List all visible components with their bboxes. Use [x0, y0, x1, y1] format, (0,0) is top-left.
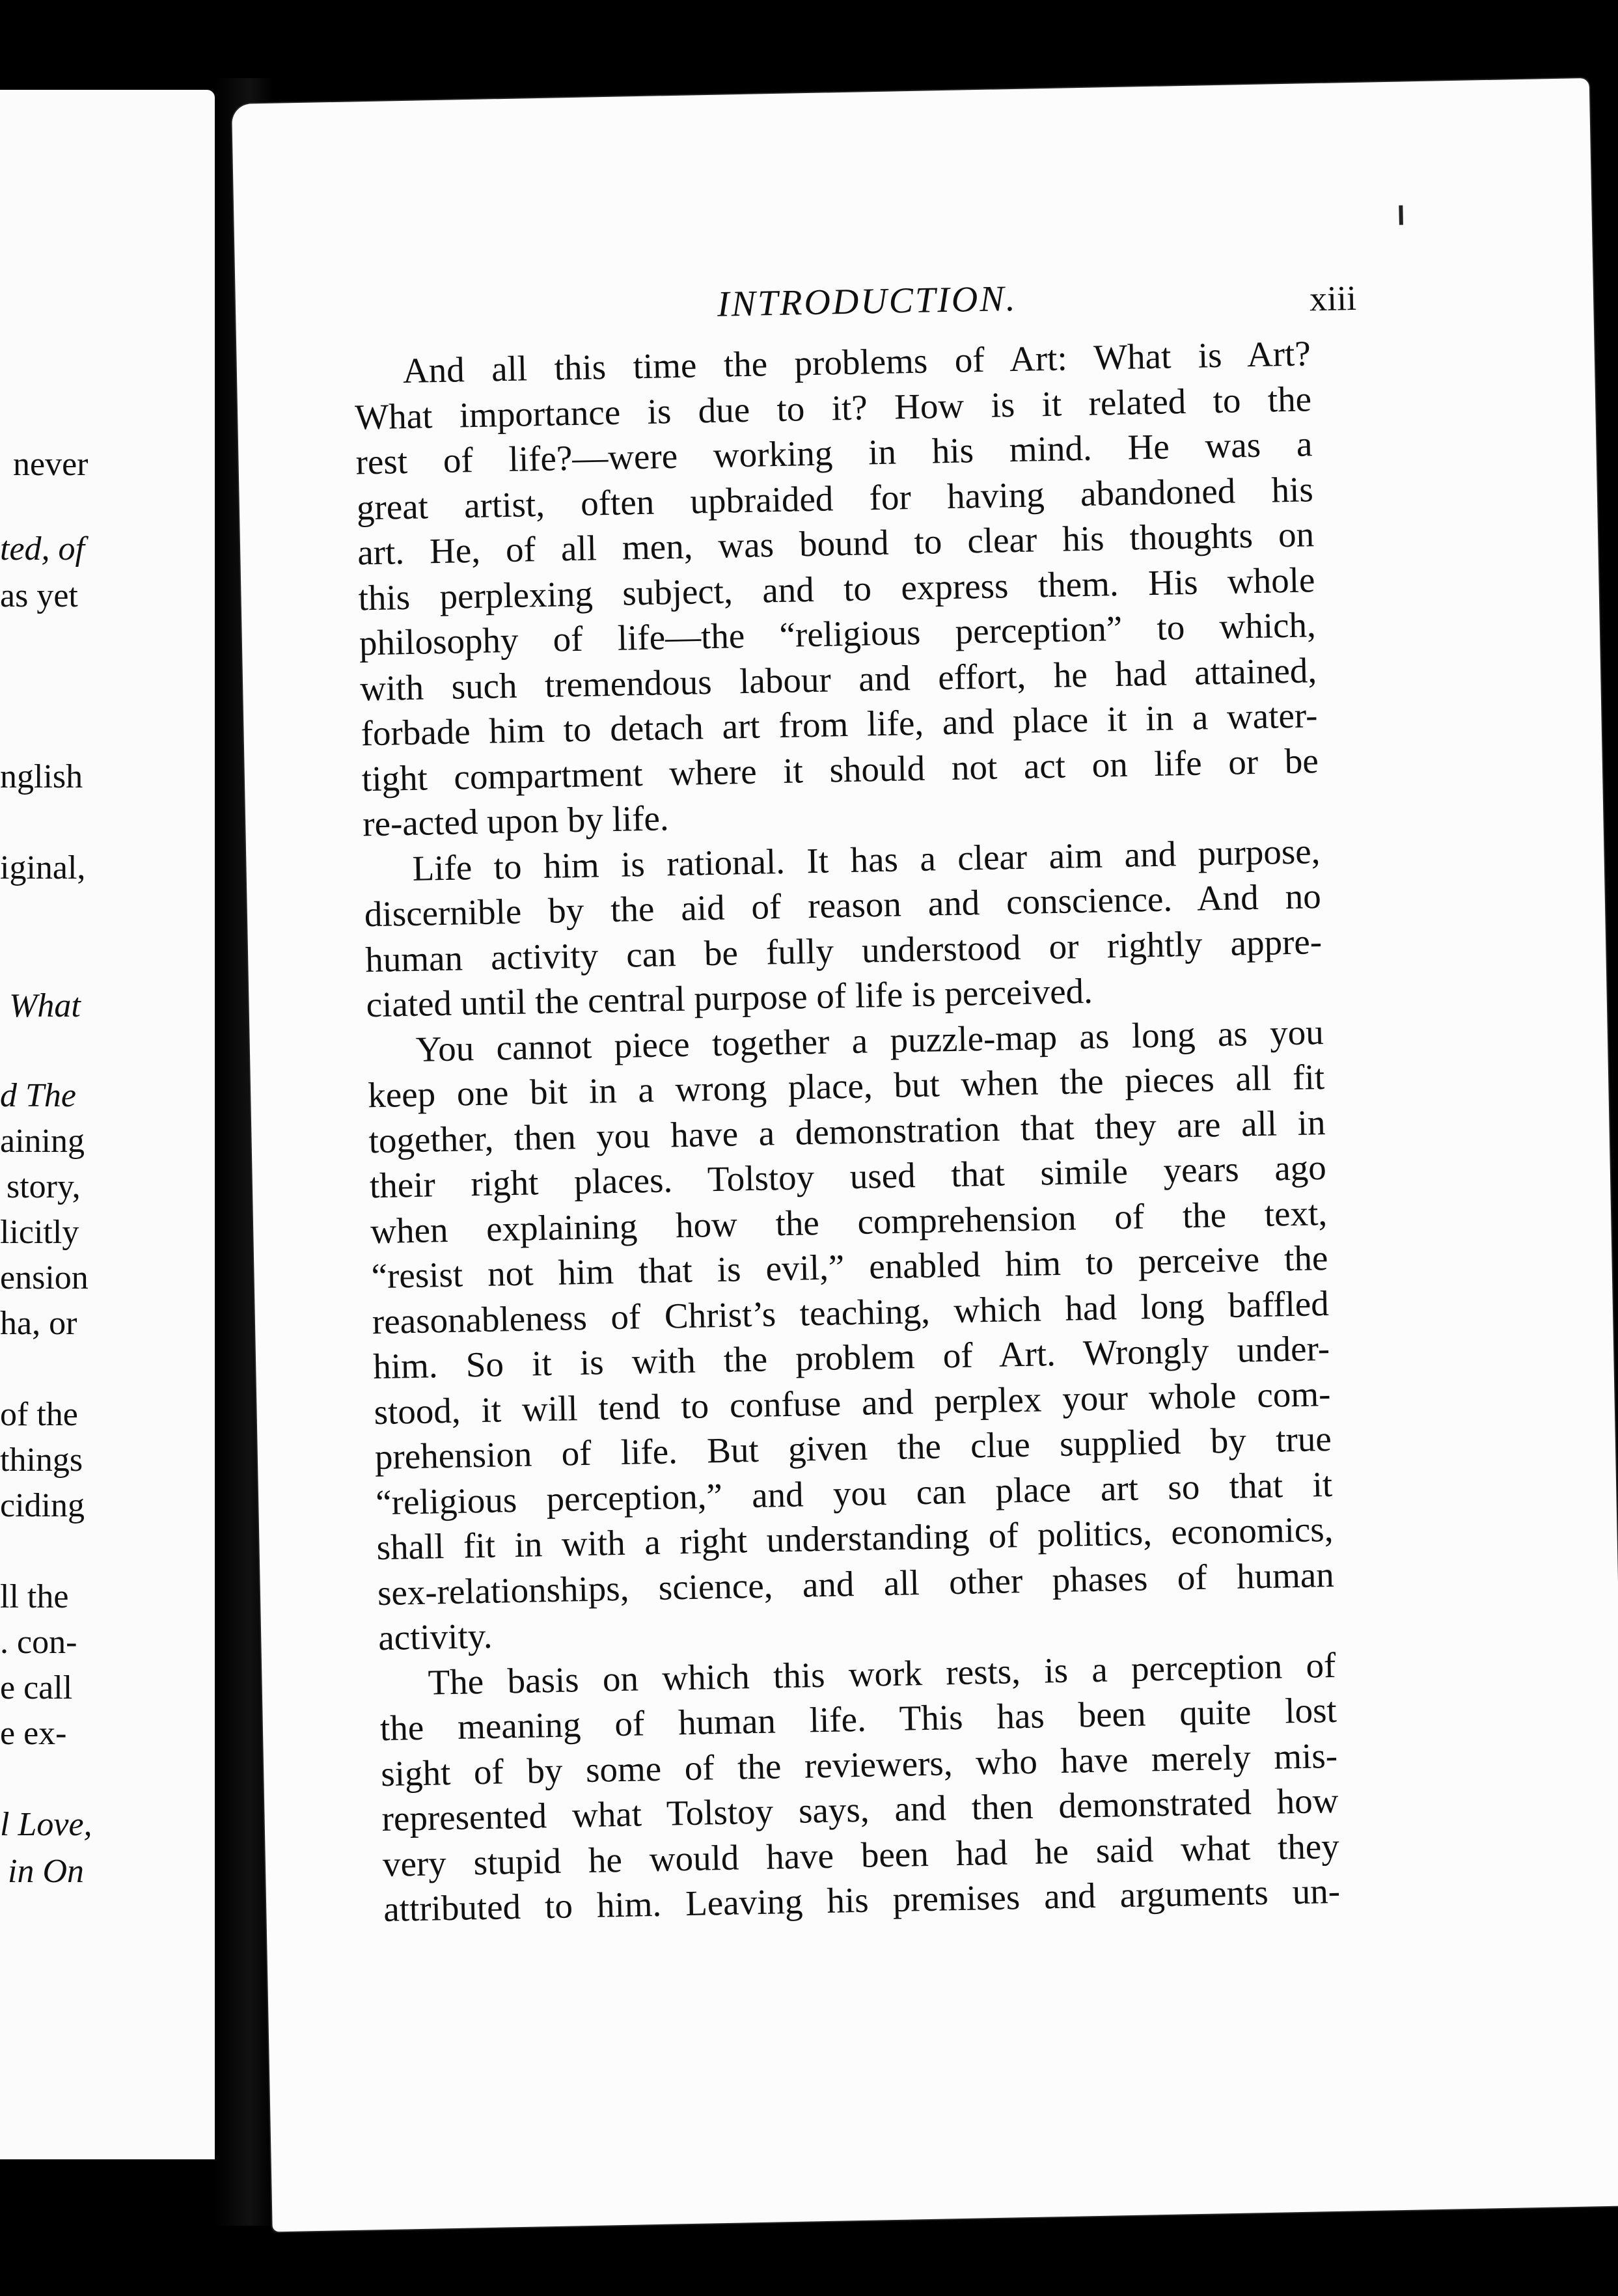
left-page-fragment: things: [0, 1442, 83, 1479]
left-page-fragment: of the: [0, 1396, 78, 1433]
body-text: [353, 331, 1340, 1932]
text-line: “religious perception,” and you can place art so that it: [375, 1464, 1333, 1522]
page-number: xiii: [1309, 278, 1357, 319]
text-line: reasonableness of Christ’s teaching, which had long baffled: [372, 1283, 1330, 1341]
text-line: forbade him to detach art from life, and place it in a water-: [361, 695, 1318, 754]
text-line: rest of life?—were working in his mind. He was a: [355, 424, 1313, 482]
text-line: together, then you have a demonstration that they are all in: [368, 1102, 1326, 1160]
left-page-fragment: ha, or: [0, 1305, 77, 1342]
text-line: prehension of life. But given the clue supplied by true: [374, 1418, 1332, 1477]
text-line: the meaning of human life. This has been quite lost: [379, 1689, 1337, 1749]
page-mark: [1399, 205, 1403, 225]
left-page-fragment: d The: [0, 1077, 76, 1114]
left-page-fragment: nglish: [0, 758, 83, 795]
text-line: with such tremendous labour and effort, he had attained,: [359, 649, 1317, 708]
text-line: when explaining how the comprehension of the text,: [370, 1192, 1328, 1251]
text-line: shall fit in with a right understanding of politics, economics,: [376, 1509, 1334, 1568]
text-line: And all this time the problems of Art: What is Art?: [402, 333, 1311, 391]
text-line: Life to him is rational. It has a clear aim and purpose,: [412, 830, 1321, 888]
text-line: tight compartment where it should not act on life or be: [361, 740, 1319, 799]
text-line: stood, it will tend to confuse and perplex your whole com-: [374, 1373, 1331, 1432]
text-line: great artist, often upbraided for having abandoned his: [356, 469, 1314, 527]
text-line: The basis on which this work rests, is a perception of: [428, 1645, 1336, 1702]
left-page-fragment: ll the: [0, 1578, 69, 1615]
left-page-fragment: iginal,: [0, 849, 86, 886]
text-line: What importance is due to it? How is it related to the: [354, 378, 1312, 437]
left-page-fragment: e call: [0, 1669, 73, 1706]
text-line: keep one bit in a wrong place, but when the pieces all fit: [367, 1057, 1325, 1115]
text-line: philosophy of life—the “religious perception” to which,: [359, 605, 1317, 663]
left-page-fragment: licitly: [0, 1214, 79, 1251]
text-line: him. So it is with the problem of Art. Wrongly under-: [372, 1328, 1330, 1387]
left-page-fragment: What: [9, 987, 81, 1024]
left-page: [0, 90, 215, 2159]
text-line: sight of by some of the reviewers, who have merely mis-: [380, 1735, 1338, 1794]
text-line: “resist not him that is evil,” enabled him to perceive the: [371, 1237, 1328, 1296]
left-page-fragment: ted, of: [0, 530, 85, 567]
text-line: You cannot piece together a puzzle-map as long as you: [415, 1011, 1324, 1069]
text-line: very stupid he would have been had he said what they: [382, 1825, 1340, 1884]
text-line: discernible by the aid of reason and conscience. And no: [364, 876, 1322, 935]
right-page: [232, 78, 1618, 2232]
text-line: art. He, of all men, was bound to clear his thoughts on: [357, 514, 1315, 573]
text-line: represented what Tolstoy says, and then demonstrated how: [381, 1780, 1339, 1839]
text-line: their right places. Tolstoy used that simile years ago: [369, 1147, 1327, 1206]
left-page-fragment: ension: [0, 1259, 89, 1296]
left-page-fragment: ciding: [0, 1487, 85, 1524]
left-page-fragment: . con-: [0, 1624, 77, 1661]
left-page-fragment: never: [13, 446, 89, 483]
left-page-fragment: l Love,: [0, 1806, 92, 1843]
text-line: sex-relationships, science, and all other phases of human: [377, 1554, 1335, 1613]
left-page-fragment: as yet: [0, 577, 78, 614]
running-head: INTRODUCTION.: [717, 278, 1018, 325]
text-line: ciated until the central purpose of life is perceived.: [366, 970, 1093, 1025]
left-page-fragment: story,: [7, 1168, 81, 1205]
text-line: attributed to him. Leaving his premises and arguments un-: [383, 1870, 1341, 1930]
left-page-fragment: in On: [8, 1853, 84, 1890]
text-line: this perplexing subject, and to express them. His whole: [358, 559, 1315, 618]
text-line: human activity can be fully understood or rightly appre-: [364, 921, 1323, 979]
left-page-fragment: aining: [0, 1123, 85, 1160]
text-line: re-acted upon by life.: [362, 798, 670, 844]
text-line: activity.: [377, 1615, 493, 1658]
left-page-fragment: e ex-: [0, 1715, 67, 1752]
